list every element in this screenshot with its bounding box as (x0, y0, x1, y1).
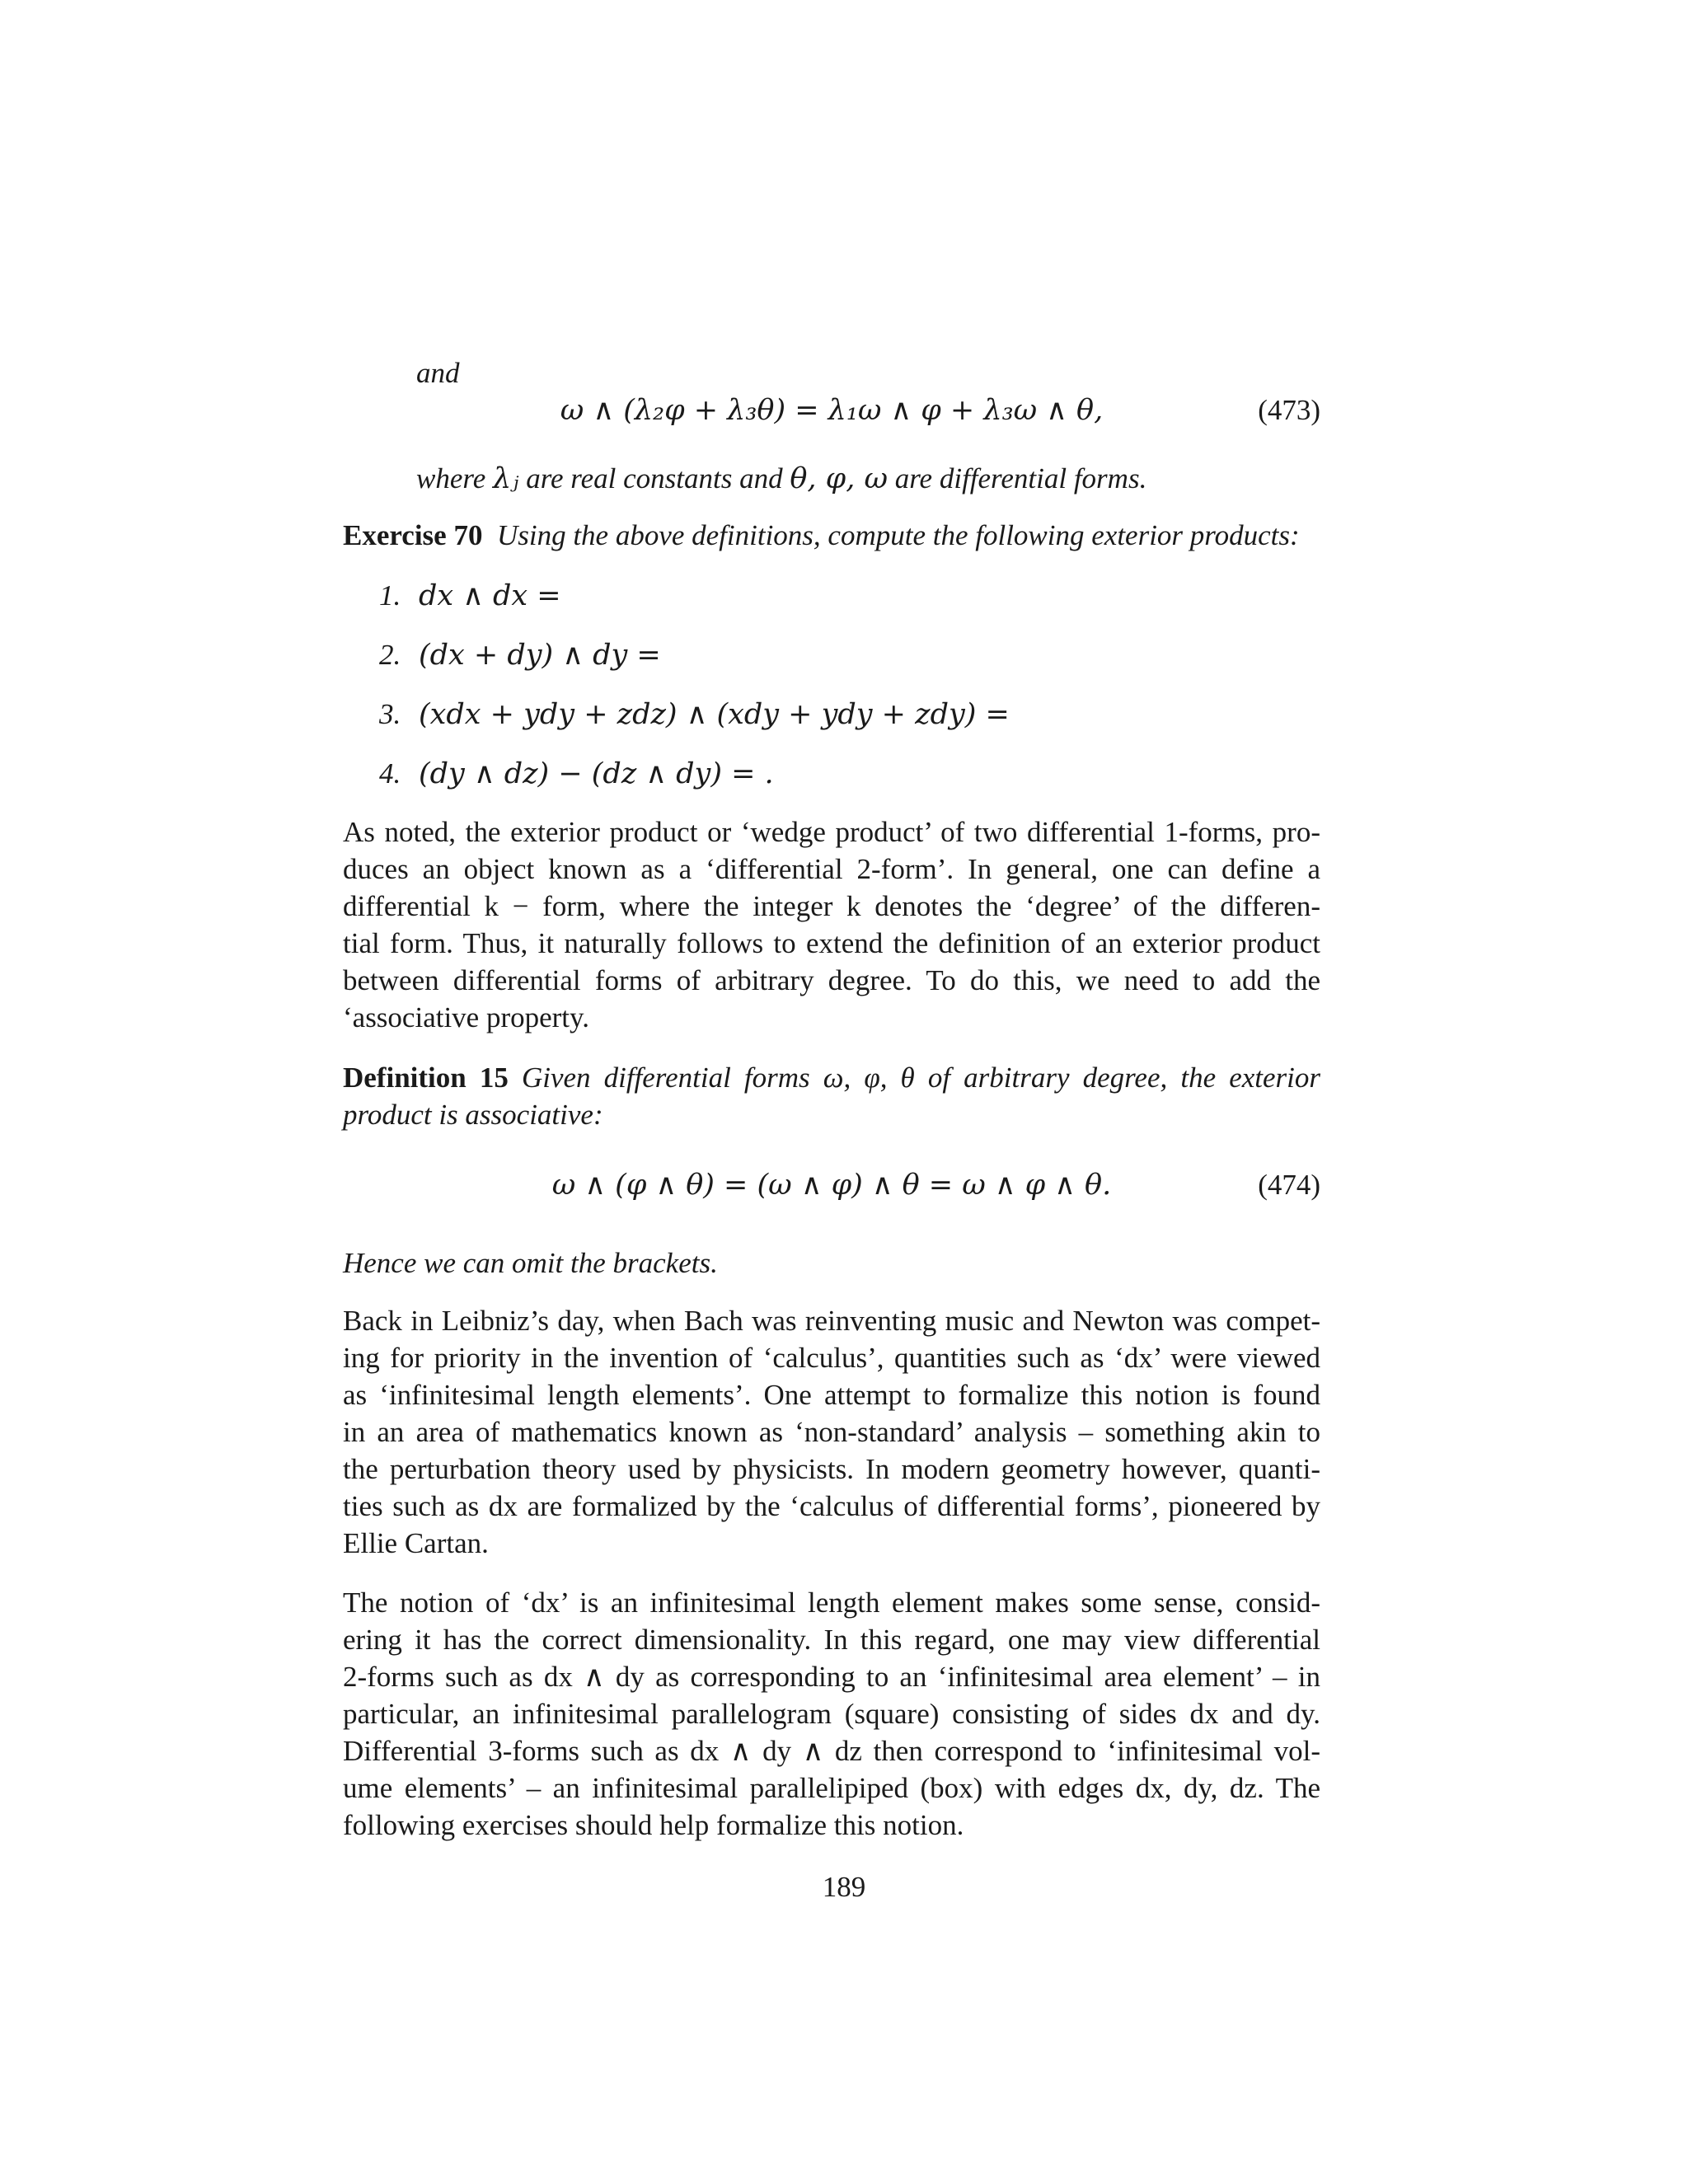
exercise-heading (343, 517, 1300, 554)
equation-473-number: (473) (1258, 394, 1320, 426)
paragraph-line: ties such as dx are formalized by the ‘calculus of differential forms’, pioneered by (343, 1490, 1320, 1522)
exercise-item-expr: dx ∧ dx = (419, 579, 561, 612)
definition-line-2: product is associative: (343, 1099, 603, 1131)
paragraph-line: between differential forms of arbitrary degree. To do this, we need to add the (343, 964, 1320, 996)
equation-474-expr: ω ∧ (φ ∧ θ) = (ω ∧ φ) ∧ θ = ω ∧ φ ∧ θ. (551, 1169, 1112, 1202)
paragraph-line: ‘associative property. (343, 1001, 590, 1033)
paragraph-line: Ellie Cartan. (343, 1527, 489, 1559)
paragraph-line: 2-forms such as dx ∧ dy as corresponding to an ‘infinitesimal area element’ – in (343, 1661, 1320, 1693)
paragraph-line: Differential 3-forms such as dx ∧ dy ∧ dz then correspond to ‘infinitesimal vol- (343, 1735, 1320, 1767)
paragraph-line: Back in Leibniz’s day, when Bach was reinventing music and Newton was compet- (343, 1305, 1320, 1337)
definition-line-1 (343, 1059, 1320, 1096)
exercise-text: Using the above definitions, compute the following exterior products: (496, 519, 1300, 551)
exercise-item-3 (379, 696, 1010, 733)
exercise-item-1 (379, 577, 561, 615)
paragraph-line: differential k − form, where the integer k denotes the ‘degree’ of the differen- (343, 890, 1320, 922)
hence-line: Hence we can omit the brackets. (343, 1247, 718, 1279)
paragraph-line: as ‘infinitesimal length elements’. One attempt to formalize this notion is found (343, 1379, 1320, 1411)
paragraph-history (343, 1302, 1320, 1562)
paragraph-wedge-product (343, 813, 1320, 1036)
paragraph-infinitesimal (343, 1584, 1320, 1844)
equation-473 (343, 391, 1320, 429)
paragraph-line: in an area of mathematics known as ‘non-standard’ analysis – something akin to (343, 1416, 1320, 1448)
paragraph-line: the perturbation theory used by physicists. In modern geometry however, quanti- (343, 1453, 1320, 1485)
exercise-label: Exercise 70 (343, 519, 483, 551)
exercise-item-label: 2. (379, 639, 401, 671)
definition-label: Definition 15 (343, 1062, 509, 1094)
exercise-item-4 (379, 755, 774, 793)
where-math-1: λⱼ (493, 462, 519, 495)
paragraph-line: As noted, the exterior product or ‘wedge product’ of two differential 1-forms, pro- (343, 816, 1320, 848)
paragraph-line: particular, an infinitesimal parallelogram (square) consisting of sides dx and dy. (343, 1698, 1320, 1730)
page-number: 189 (822, 1871, 866, 1903)
definition-text-1: Given differential forms ω, φ, θ of arbitrary degree, the exterior (521, 1062, 1320, 1094)
exercise-item-expr: (dx + dy) ∧ dy = (419, 639, 661, 672)
equation-474 (343, 1166, 1320, 1204)
exercise-item-label: 4. (379, 757, 401, 790)
definition-15 (343, 1059, 1320, 1133)
exercise-item-2 (379, 636, 661, 674)
where-line (416, 460, 1146, 498)
paragraph-line: The notion of ‘dx’ is an infinitesimal length element makes some sense, consid- (343, 1586, 1320, 1619)
exercise-item-label: 3. (379, 698, 401, 730)
exercise-item-label: 1. (379, 579, 401, 612)
exercise-item-expr: (dy ∧ dz) − (dz ∧ dy) = . (419, 757, 774, 790)
exercise-item-expr: (xdx + ydy + zdz) ∧ (xdy + ydy + zdy) = (419, 698, 1010, 731)
paragraph-line: ering it has the correct dimensionality. In this regard, one may view differential (343, 1624, 1320, 1656)
where-text-3: are differential forms. (887, 462, 1147, 494)
paragraph-line: ume elements’ – an infinitesimal parallelipiped (box) with edges dx, dy, dz. The (343, 1772, 1320, 1804)
where-text-1: where (416, 462, 493, 494)
intro-and: and (416, 357, 460, 389)
where-text-2: are real constants and (518, 462, 790, 494)
paragraph-line: ing for priority in the invention of ‘calculus’, quantities such as ‘dx’ were viewed (343, 1342, 1320, 1374)
equation-474-number: (474) (1258, 1169, 1320, 1201)
where-math-2: θ, φ, ω (790, 462, 888, 495)
paragraph-line: duces an object known as a ‘differential 2-form’. In general, one can define a (343, 853, 1320, 885)
equation-473-expr: ω ∧ (λ₂φ + λ₃θ) = λ₁ω ∧ φ + λ₃ω ∧ θ, (560, 394, 1104, 427)
paragraph-line: tial form. Thus, it naturally follows to extend the definition of an exterior product (343, 927, 1320, 959)
paragraph-line: following exercises should help formalize this notion. (343, 1809, 964, 1841)
